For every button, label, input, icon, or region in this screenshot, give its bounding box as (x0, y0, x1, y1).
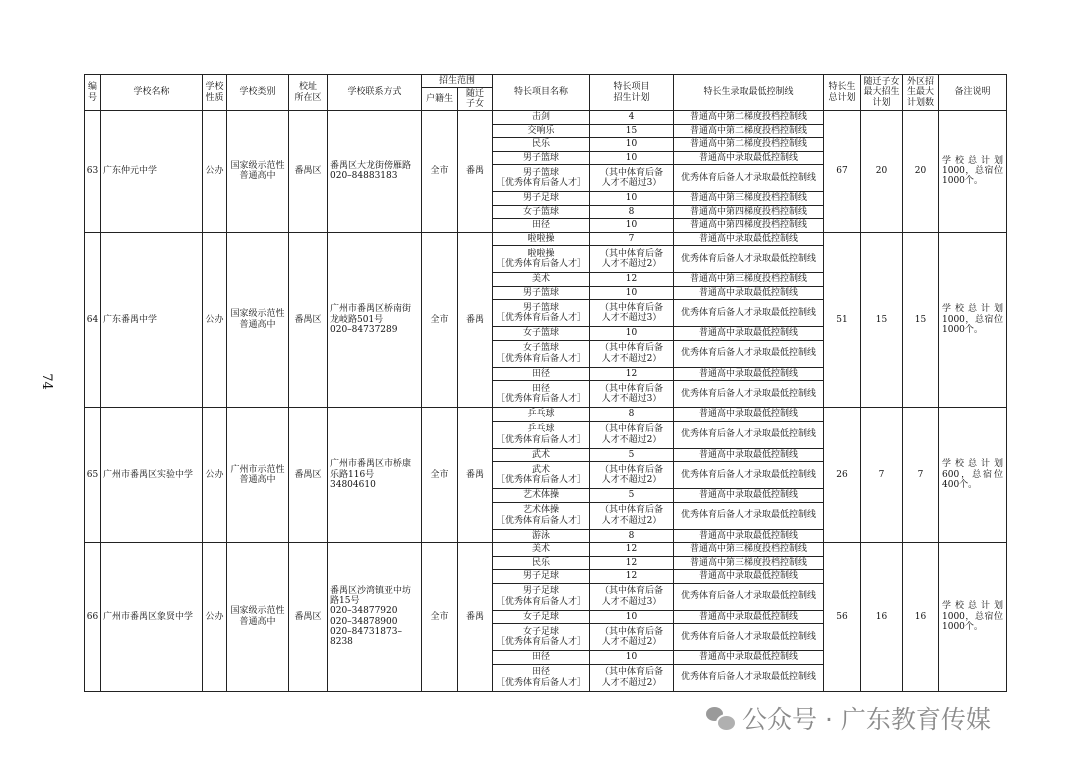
project-plan: 15 (590, 124, 674, 138)
scope-sui: 番禺 (458, 111, 493, 233)
sui-max-plan: 16 (861, 543, 903, 692)
header-scope-hukou: 户籍生 (422, 88, 458, 111)
total-plan: 26 (824, 408, 861, 543)
school-category: 国家级示范性 普通高中 (227, 111, 289, 233)
table-row (85, 543, 1007, 557)
admission-line: 普通高中第二梯度投档控制线 (674, 111, 824, 125)
project-plan: （其中体育后备 人才不超过3） (590, 165, 674, 192)
project-name: 美术 (493, 543, 590, 557)
school-district: 番禺区 (289, 111, 328, 233)
project-plan: 12 (590, 367, 674, 381)
admission-line: 普通高中录取最低控制线 (674, 408, 824, 422)
watermark-text: 公众号 · 广东教育传媒 (742, 705, 991, 734)
school-nature: 公办 (203, 408, 227, 543)
scope-hukou: 全市 (422, 543, 458, 692)
school-no: 63 (85, 111, 101, 233)
project-plan: （其中体育后备 人才不超过2） (590, 246, 674, 273)
admission-line: 优秀体育后备人才录取最低控制线 (674, 583, 824, 610)
project-name: 田径 ［优秀体育后备人才］ (493, 664, 590, 691)
school-contact: 番禺区沙湾镇亚中坊 路15号 020–34877920 020–34878900 020–84731873–8238 (328, 543, 422, 692)
remark: 学校总计划1000，总宿位1000个。 (939, 232, 1007, 408)
admission-line: 优秀体育后备人才录取最低控制线 (674, 300, 824, 327)
admission-line: 优秀体育后备人才录取最低控制线 (674, 421, 824, 448)
project-name: 田径 ［优秀体育后备人才］ (493, 381, 590, 408)
project-name: 啦啦操 ［优秀体育后备人才］ (493, 246, 590, 273)
header-total: 特长生 总计划 (824, 75, 861, 111)
project-name: 交响乐 (493, 124, 590, 138)
project-plan: 10 (590, 286, 674, 300)
out-district-max: 7 (903, 408, 939, 543)
header-name: 学校名称 (101, 75, 203, 111)
project-name: 民乐 (493, 556, 590, 570)
project-plan: 10 (590, 219, 674, 233)
school-district: 番禺区 (289, 232, 328, 408)
project-name: 乒乓球 ［优秀体育后备人才］ (493, 421, 590, 448)
school-name: 广东仲元中学 (101, 111, 203, 233)
scope-hukou: 全市 (422, 111, 458, 233)
project-name: 女子足球 ［优秀体育后备人才］ (493, 624, 590, 651)
header-contact: 学校联系方式 (328, 75, 422, 111)
admission-line: 普通高中录取最低控制线 (674, 286, 824, 300)
admission-line: 普通高中录取最低控制线 (674, 489, 824, 503)
header-no: 编 号 (85, 75, 101, 111)
table-header (85, 75, 1007, 111)
scope-sui: 番禺 (458, 232, 493, 408)
header-category: 学校类别 (227, 75, 289, 111)
project-plan: （其中体育后备 人才不超过2） (590, 502, 674, 529)
header-nature: 学校 性质 (203, 75, 227, 111)
admission-line: 优秀体育后备人才录取最低控制线 (674, 664, 824, 691)
project-name: 艺术体操 ［优秀体育后备人才］ (493, 502, 590, 529)
school-contact: 广州市番禺区市桥康 乐路116号 34804610 (328, 408, 422, 543)
school-no: 64 (85, 232, 101, 408)
project-name: 男子足球 (493, 192, 590, 206)
page-number: 74 (38, 373, 54, 390)
header-scope: 招生范围 (422, 75, 493, 88)
project-name: 击剑 (493, 111, 590, 125)
project-plan: （其中体育后备 人才不超过2） (590, 624, 674, 651)
project-plan: 5 (590, 448, 674, 462)
project-name: 男子足球 (493, 570, 590, 584)
out-district-max: 15 (903, 232, 939, 408)
project-plan: 8 (590, 205, 674, 219)
admission-line: 普通高中第二梯度投档控制线 (674, 124, 824, 138)
project-plan: 12 (590, 543, 674, 557)
admission-line: 普通高中录取最低控制线 (674, 529, 824, 543)
project-plan: 10 (590, 138, 674, 152)
scope-hukou: 全市 (422, 232, 458, 408)
project-plan: （其中体育后备 人才不超过3） (590, 381, 674, 408)
project-name: 女子篮球 ［优秀体育后备人才］ (493, 340, 590, 367)
scope-hukou: 全市 (422, 408, 458, 543)
admission-line: 普通高中第三梯度投档控制线 (674, 192, 824, 206)
school-name: 广东番禺中学 (101, 232, 203, 408)
header-out-max: 外区招 生最大 计划数 (903, 75, 939, 111)
sui-max-plan: 20 (861, 111, 903, 233)
project-name: 男子足球 ［优秀体育后备人才］ (493, 583, 590, 610)
project-name: 男子篮球 (493, 151, 590, 165)
project-plan: （其中体育后备 人才不超过2） (590, 664, 674, 691)
project-name: 田径 (493, 651, 590, 665)
school-category: 国家级示范性 普通高中 (227, 232, 289, 408)
table-row (85, 408, 1007, 422)
admission-line: 普通高中第二梯度投档控制线 (674, 138, 824, 152)
header-project: 特长项目名称 (493, 75, 590, 111)
project-name: 武术 ［优秀体育后备人才］ (493, 462, 590, 489)
admission-line: 优秀体育后备人才录取最低控制线 (674, 381, 824, 408)
out-district-max: 16 (903, 543, 939, 692)
project-name: 游泳 (493, 529, 590, 543)
project-name: 民乐 (493, 138, 590, 152)
header-district: 校址 所在区 (289, 75, 328, 111)
school-nature: 公办 (203, 543, 227, 692)
school-nature: 公办 (203, 111, 227, 233)
sui-max-plan: 7 (861, 408, 903, 543)
project-plan: （其中体育后备 人才不超过2） (590, 340, 674, 367)
project-plan: （其中体育后备 人才不超过2） (590, 462, 674, 489)
admission-line: 普通高中录取最低控制线 (674, 151, 824, 165)
admission-line: 普通高中录取最低控制线 (674, 570, 824, 584)
project-name: 啦啦操 (493, 232, 590, 246)
project-name: 女子足球 (493, 610, 590, 624)
header-plan: 特长项目 招生计划 (590, 75, 674, 111)
remark: 学校总计划1000，总宿位1000个。 (939, 543, 1007, 692)
project-plan: 12 (590, 570, 674, 584)
table-body (85, 111, 1007, 692)
admission-line: 优秀体育后备人才录取最低控制线 (674, 502, 824, 529)
school-name: 广州市番禺区象贤中学 (101, 543, 203, 692)
out-district-max: 20 (903, 111, 939, 233)
school-district: 番禺区 (289, 543, 328, 692)
watermark (706, 700, 991, 736)
project-name: 男子篮球 ［优秀体育后备人才］ (493, 165, 590, 192)
enrollment-table (84, 74, 1007, 692)
admission-line: 优秀体育后备人才录取最低控制线 (674, 624, 824, 651)
table-row (85, 111, 1007, 125)
project-name: 男子篮球 ［优秀体育后备人才］ (493, 300, 590, 327)
total-plan: 67 (824, 111, 861, 233)
header-scope-sui: 随迁 子女 (458, 88, 493, 111)
project-name: 女子篮球 (493, 205, 590, 219)
header-remark: 备注说明 (939, 75, 1007, 111)
admission-line: 普通高中录取最低控制线 (674, 367, 824, 381)
remark: 学校总计划600，总宿位400个。 (939, 408, 1007, 543)
admission-line: 优秀体育后备人才录取最低控制线 (674, 246, 824, 273)
project-name: 美术 (493, 273, 590, 287)
project-name: 女子篮球 (493, 327, 590, 341)
project-plan: 10 (590, 610, 674, 624)
project-plan: 12 (590, 273, 674, 287)
project-plan: 5 (590, 489, 674, 503)
project-plan: （其中体育后备 人才不超过2） (590, 421, 674, 448)
school-contact: 番禺区大龙街傍雁路 020–84883183 (328, 111, 422, 233)
admission-line: 普通高中录取最低控制线 (674, 232, 824, 246)
project-name: 男子篮球 (493, 286, 590, 300)
wechat-icon (706, 705, 734, 731)
project-plan: 12 (590, 556, 674, 570)
project-plan: （其中体育后备 人才不超过3） (590, 583, 674, 610)
project-plan: 10 (590, 651, 674, 665)
project-plan: 10 (590, 151, 674, 165)
school-category: 国家级示范性 普通高中 (227, 543, 289, 692)
total-plan: 56 (824, 543, 861, 692)
header-sui-max: 随迁子女 最大招生 计划 (861, 75, 903, 111)
project-name: 田径 (493, 219, 590, 233)
admission-line: 优秀体育后备人才录取最低控制线 (674, 462, 824, 489)
admission-line: 普通高中第三梯度投档控制线 (674, 543, 824, 557)
scope-sui: 番禺 (458, 408, 493, 543)
scope-sui: 番禺 (458, 543, 493, 692)
total-plan: 51 (824, 232, 861, 408)
admission-line: 普通高中录取最低控制线 (674, 651, 824, 665)
admission-line: 普通高中第三梯度投档控制线 (674, 273, 824, 287)
school-nature: 公办 (203, 232, 227, 408)
admission-line: 普通高中录取最低控制线 (674, 448, 824, 462)
school-contact: 广州市番禺区桥南街 龙岐路501号 020–84737289 (328, 232, 422, 408)
table-row (85, 232, 1007, 246)
project-name: 田径 (493, 367, 590, 381)
project-plan: 4 (590, 111, 674, 125)
school-no: 66 (85, 543, 101, 692)
admission-line: 普通高中第四梯度投档控制线 (674, 205, 824, 219)
school-name: 广州市番禺区实验中学 (101, 408, 203, 543)
admission-line: 普通高中录取最低控制线 (674, 327, 824, 341)
header-line: 特长生录取最低控制线 (674, 75, 824, 111)
project-name: 乒乓球 (493, 408, 590, 422)
sui-max-plan: 15 (861, 232, 903, 408)
project-name: 武术 (493, 448, 590, 462)
admission-line: 普通高中第四梯度投档控制线 (674, 219, 824, 233)
admission-line: 普通高中第三梯度投档控制线 (674, 556, 824, 570)
project-plan: 7 (590, 232, 674, 246)
admission-line: 优秀体育后备人才录取最低控制线 (674, 340, 824, 367)
admission-line: 普通高中录取最低控制线 (674, 610, 824, 624)
remark: 学校总计划1000，总宿位1000个。 (939, 111, 1007, 233)
project-plan: 10 (590, 192, 674, 206)
project-plan: 8 (590, 408, 674, 422)
school-district: 番禺区 (289, 408, 328, 543)
project-name: 艺术体操 (493, 489, 590, 503)
project-plan: 8 (590, 529, 674, 543)
project-plan: （其中体育后备 人才不超过3） (590, 300, 674, 327)
school-category: 广州市示范性 普通高中 (227, 408, 289, 543)
admission-line: 优秀体育后备人才录取最低控制线 (674, 165, 824, 192)
project-plan: 10 (590, 327, 674, 341)
school-no: 65 (85, 408, 101, 543)
